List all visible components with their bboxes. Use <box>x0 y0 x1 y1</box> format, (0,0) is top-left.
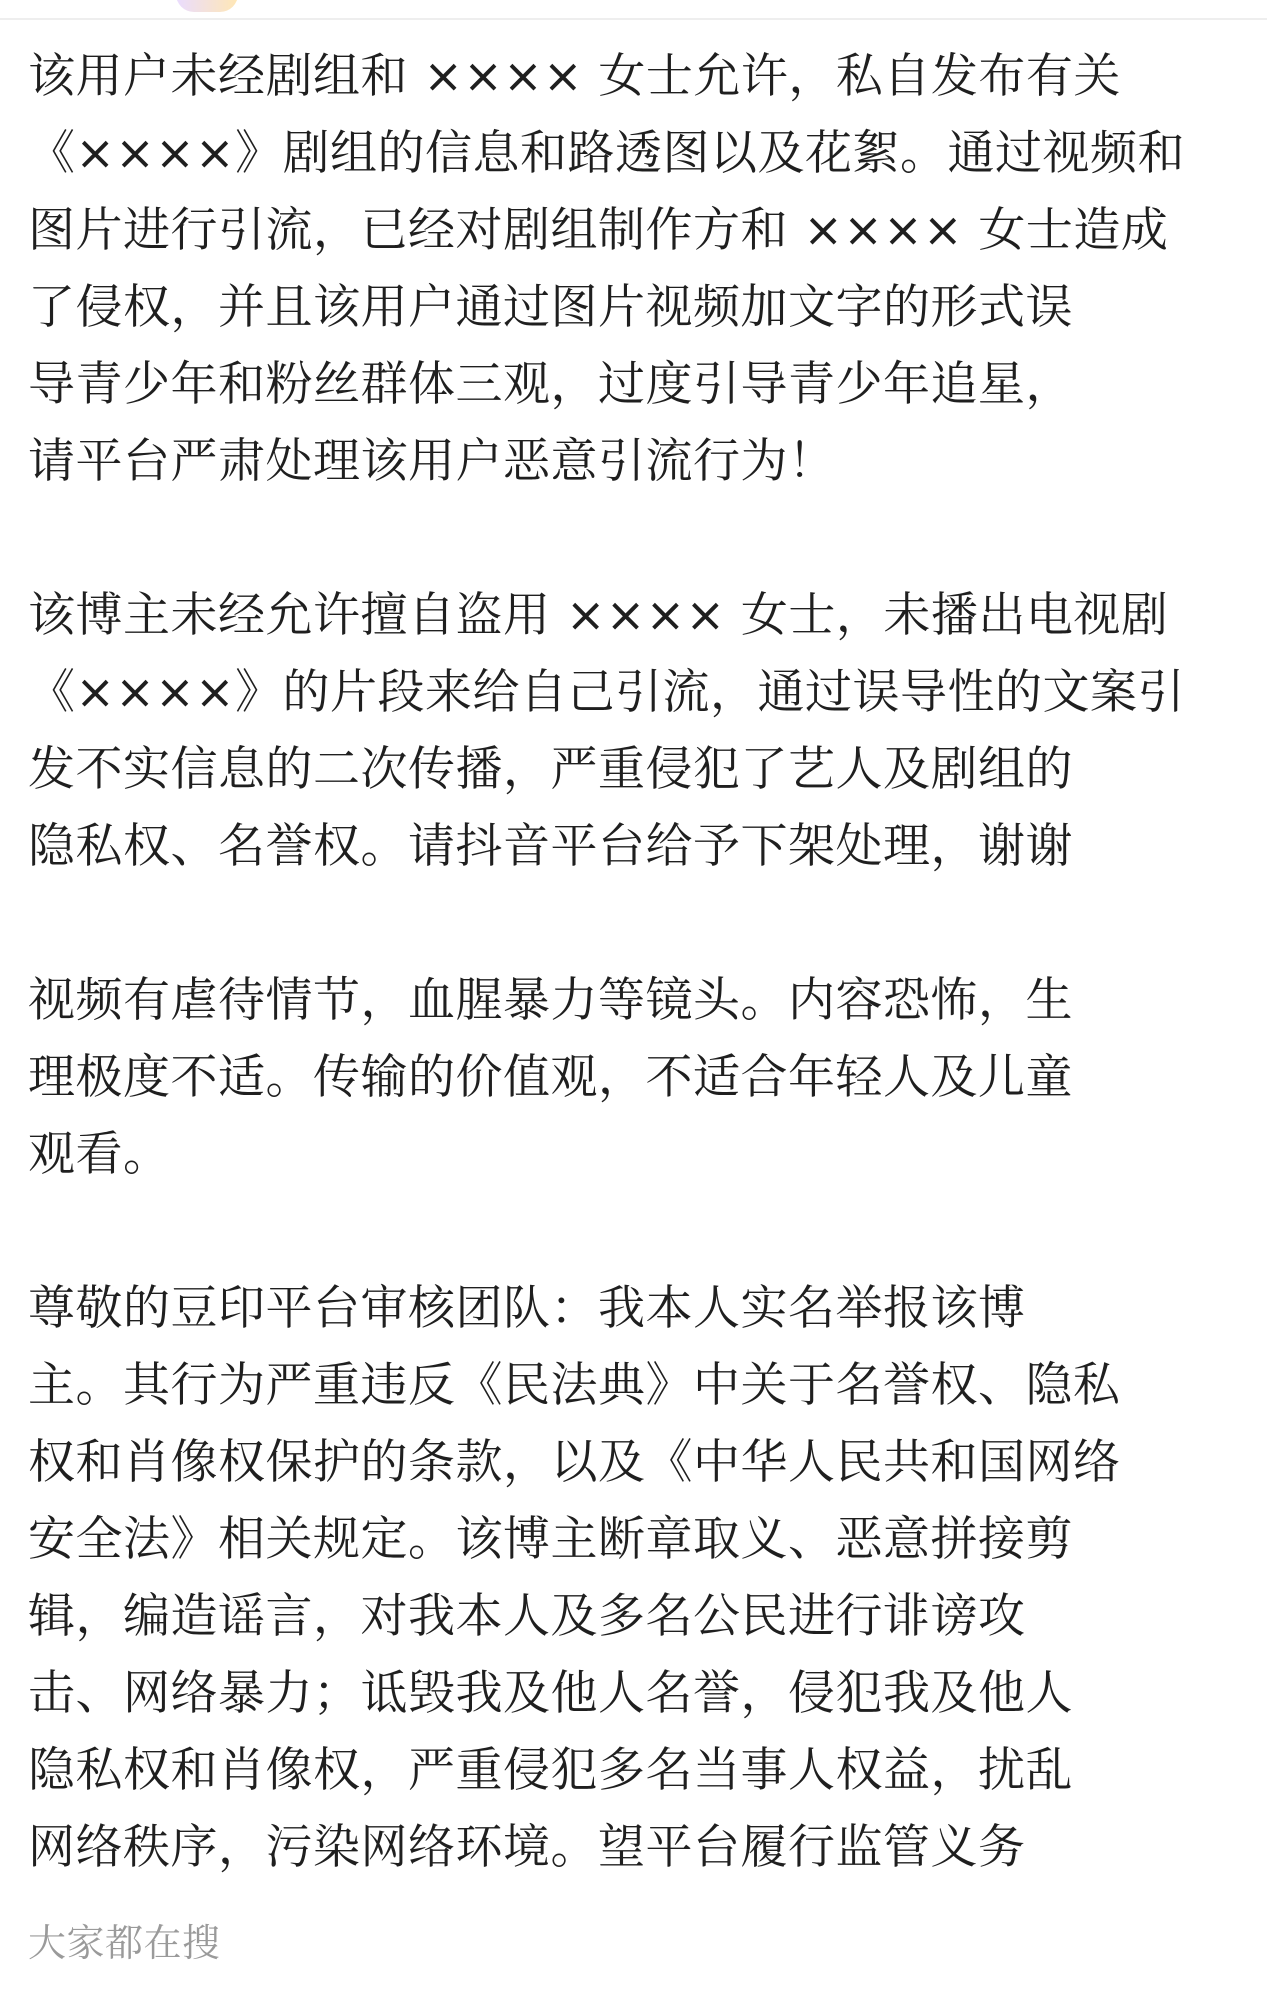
report-paragraph-3: 视频有虐待情节，血腥暴力等镜头。内容恐怖，生 理极度不适。传输的价值观，不适合年轻人及儿童 观看。 <box>28 973 1073 1182</box>
report-paragraph-2: 该博主未经允许擅自盗用 ×××× 女士，未播出电视剧 《××××》的片段来给自己引流，通过误导性的文案引 发不实信息的二次传播，严重侵犯了艺人及剧组的 隐私权、名誉权。请抖音平台给予下架处理，谢谢 <box>28 588 1186 874</box>
top-strip <box>0 0 1267 22</box>
report-text-list <box>28 38 1238 1886</box>
report-paragraph-1: 该用户未经剧组和 ×××× 女士允许，私自发布有关 《××××》剧组的信息和路透图以及花絮。通过视频和 图片进行引流，已经对剧组制作方和 ×××× 女士造成 了侵权，并且该用户通过图片视频加文字的形式误 导青少年和粉丝群体三观，过度引导青少年追星， 请平台严肃处理该用户恶意引流行为！ <box>28 49 1186 489</box>
trending-search-label[interactable]: 大家都在搜 <box>28 1921 221 1965</box>
avatar <box>176 0 238 12</box>
report-paragraph-4: 尊敬的豆印平台审核团队：我本人实名举报该博 主。其行为严重违反《民法典》中关于名誉权、隐私 权和肖像权保护的条款，以及《中华人民共和国网络 安全法》相关规定。该博主断章取义、恶意拼接剪 辑，编造谣言，对我本人及多名公民进行诽谤攻 击、网络暴力；诋毁我及他人名誉，侵犯我及他人 隐私权和肖像权，严重侵犯多名当事人权益，扰乱 网络秩序，污染网络环境。望平台履行监管义务 <box>28 1281 1121 1875</box>
divider <box>0 18 1267 20</box>
